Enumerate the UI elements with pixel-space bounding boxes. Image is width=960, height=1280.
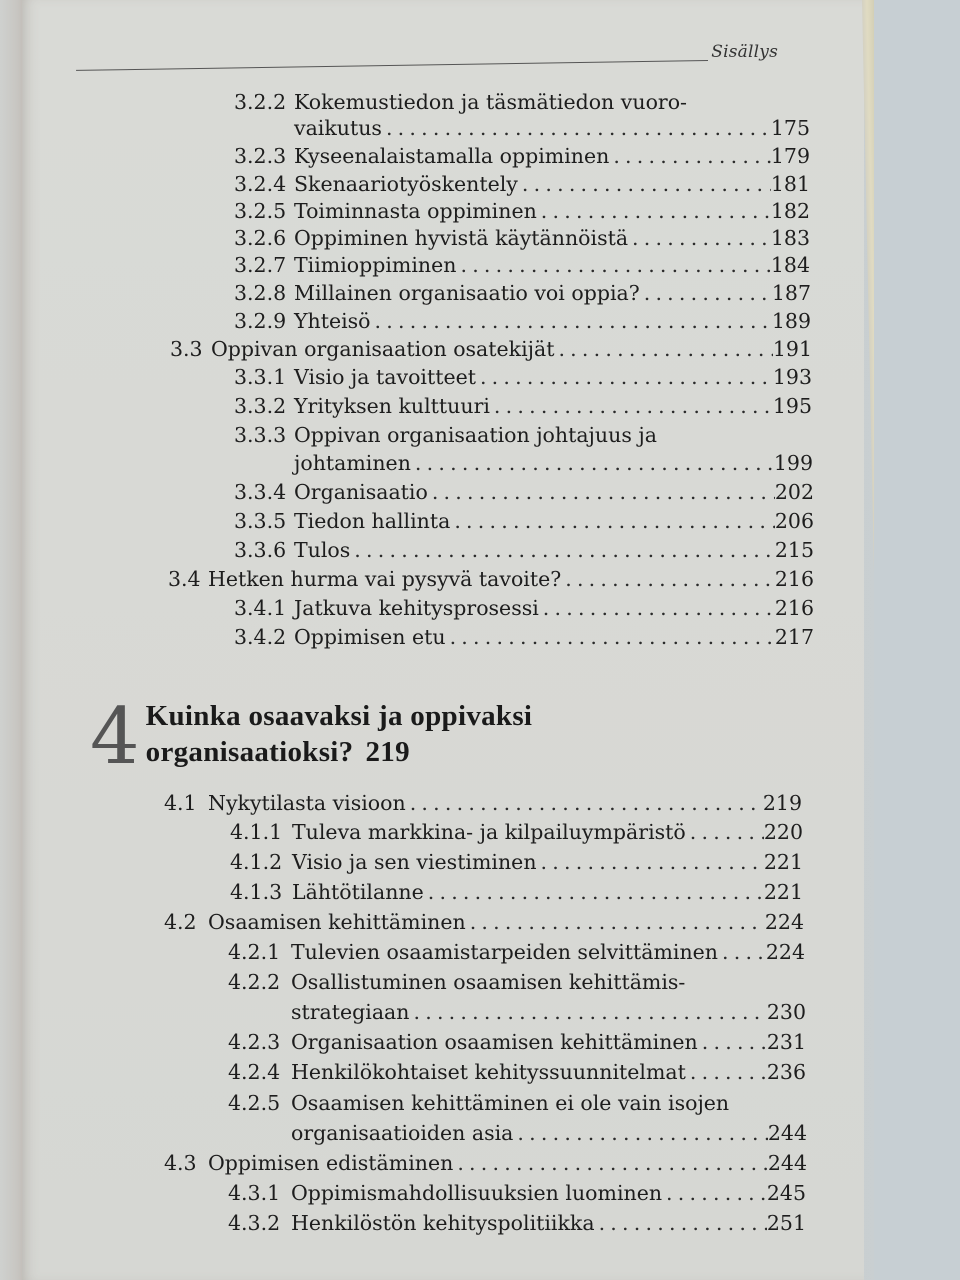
entry-page: 245 [766,1181,806,1205]
chapter-heading [90,692,533,782]
entry-number: 4.3.1 [228,1181,281,1205]
entry-title: Lähtötilanne [292,880,424,904]
entry-page: 221 [763,880,803,904]
entry-number: 4.1.2 [230,850,283,874]
dot-leader [686,1058,767,1086]
entry-title: Tiimioppiminen [294,253,457,277]
entry-number: 3.3.2 [234,394,287,418]
entry-number: 4.2.3 [228,1030,281,1054]
entry-number: 3.3.6 [234,538,287,562]
toc-entry [234,536,814,564]
toc-entry [234,251,810,279]
toc-entry [234,594,814,622]
entry-title: Tulos [294,538,351,562]
dot-leader [640,279,772,307]
toc-section-entry [170,335,812,363]
chapter-number: 4 [90,692,140,782]
entry-title: organisaatioiden asia [291,1121,514,1145]
entry-page: 224 [764,910,804,934]
entry-title: Oppimisen edistäminen [208,1151,454,1175]
dot-leader [466,908,765,936]
entry-page: 219 [762,791,802,815]
entry-page: 187 [771,281,811,305]
running-head: Sisällys [711,42,778,62]
entry-title: Toiminnasta oppiminen [294,199,537,223]
toc-entry [230,848,803,876]
dot-leader [406,789,763,817]
dot-leader [382,114,771,142]
entry-page: 216 [774,596,814,620]
entry-number: 4.2 [164,910,197,934]
toc-entry [234,279,811,307]
toc-entry [230,818,803,846]
entry-title: Oppivan organisaation johtajuus ja [294,423,657,447]
entry-number: 3.3 [170,337,203,361]
entry-page: 217 [774,625,814,649]
entry-title: Osallistuminen osaamisen kehittämis- [291,970,686,994]
entry-page: 251 [766,1211,806,1235]
entry-page: 182 [770,199,810,223]
toc-entry [230,878,803,906]
toc-section-entry [164,908,804,936]
entry-title: Tiedon hallinta [294,509,451,533]
entry-title: Kyseenalaistamalla oppiminen [294,144,610,168]
entry-page: 202 [774,480,814,504]
dot-leader [446,623,775,651]
entry-page: 175 [770,116,810,140]
dot-leader [537,197,771,225]
entry-title: Visio ja sen viestiminen [292,850,537,874]
toc-entry [234,392,812,420]
entry-number: 4.3 [164,1151,197,1175]
dot-leader [518,170,771,198]
entry-title: Hetken hurma vai pysyvä tavoite? [208,567,562,591]
entry-page: 215 [774,538,814,562]
entry-number: 4.2.4 [228,1060,281,1084]
toc-section-entry [164,1149,807,1177]
entry-page: 221 [763,850,803,874]
entry-page: 206 [774,509,814,533]
entry-title: Henkilökohtaiset kehityssuunnitelmat [291,1060,686,1084]
entry-title: Kokemustiedon ja täsmätiedon vuoro- [294,90,687,114]
entry-page: 193 [772,365,812,389]
entry-title: Jatkuva kehitysprosessi [294,596,539,620]
entry-number: 3.2.4 [234,172,287,196]
dot-leader [428,478,775,506]
entry-page: 244 [767,1121,807,1145]
entry-number: 4.3.2 [228,1211,281,1235]
entry-title: Oppimismahdollisuuksien luominen [291,1181,663,1205]
toc-entry [291,1119,807,1147]
entry-number: 3.3.5 [234,509,287,533]
entry-number: 4.2.2 [228,970,281,994]
dot-leader [350,536,775,564]
toc-entry [234,478,814,506]
entry-number: 3.3.3 [234,423,287,447]
toc-entry [234,170,810,198]
table-surface [874,0,960,1280]
toc-entry [228,1028,806,1056]
entry-number: 4.1.3 [230,880,283,904]
dot-leader [698,1028,767,1056]
entry-page: 231 [766,1030,806,1054]
toc-entry [228,1058,806,1086]
toc-entry [291,998,806,1026]
dot-leader [561,565,775,593]
toc-entry [234,88,794,116]
entry-page: 191 [772,337,812,361]
entry-page: 244 [767,1151,807,1175]
toc-entry [234,197,810,225]
dot-leader [450,507,775,535]
toc-entry [228,1089,806,1117]
toc-entry [234,224,810,252]
entry-number: 3.4.2 [234,625,287,649]
toc-entry [228,1209,806,1237]
entry-number: 3.2.7 [234,253,287,277]
entry-number: 3.2.6 [234,226,287,250]
dot-leader [411,449,774,477]
entry-title: Yrityksen kulttuuri [294,394,490,418]
entry-page: 179 [770,144,810,168]
chapter-title-text: organisaatioksi? [145,736,354,768]
toc-entry [234,307,811,335]
entry-number: 3.4 [168,567,201,591]
entry-title: johtaminen [294,451,411,475]
chapter-title-line-1: Kuinka osaavaksi ja oppivaksi [145,700,533,732]
entry-number: 3.3.1 [234,365,287,389]
entry-title: Millainen organisaatio voi oppia? [294,281,640,305]
dot-leader [686,818,764,846]
entry-number: 3.2.9 [234,309,287,333]
entry-page: 230 [766,1000,806,1024]
toc-entry [234,363,812,391]
entry-number: 4.2.1 [228,940,281,964]
toc-entry [234,623,814,651]
entry-page: 236 [766,1060,806,1084]
entry-title: Nykytilasta visioon [208,791,406,815]
entry-number: 3.3.4 [234,480,287,504]
dot-leader [595,1209,767,1237]
entry-number: 3.2.2 [234,90,287,114]
entry-number: 3.4.1 [234,596,287,620]
entry-title: vaikutus [294,116,382,140]
toc-entry [228,938,805,966]
entry-page: 195 [772,394,812,418]
dot-leader [628,224,771,252]
entry-number: 3.2.5 [234,199,287,223]
entry-page: 220 [763,820,803,844]
chapter-page: 219 [365,736,410,768]
entry-title: Organisaation osaamisen kehittäminen [291,1030,698,1054]
entry-page: 181 [770,172,810,196]
dot-leader [453,1149,768,1177]
dot-leader [371,307,772,335]
dot-leader [513,1119,767,1147]
dot-leader [537,848,764,876]
dot-leader [609,142,771,170]
entry-title: Tulevien osaamistarpeiden selvittäminen [291,940,718,964]
entry-title: strategiaan [291,1000,410,1024]
entry-number: 4.1 [164,791,197,815]
entry-title: Visio ja tavoitteet [294,365,476,389]
dot-leader [424,878,764,906]
entry-number: 4.1.1 [230,820,283,844]
entry-title: Organisaatio [294,480,428,504]
entry-number: 3.2.8 [234,281,287,305]
entry-title: Oppivan organisaation osatekijät [211,337,555,361]
entry-page: 189 [771,309,811,333]
entry-page: 183 [770,226,810,250]
entry-title: Osaamisen kehittäminen ei ole vain isojen [291,1091,730,1115]
entry-page: 224 [765,940,805,964]
dot-leader [662,1179,767,1207]
dot-leader [718,938,766,966]
entry-title: Osaamisen kehittäminen [208,910,466,934]
entry-number: 3.2.3 [234,144,287,168]
toc-entry [234,507,814,535]
entry-number: 4.2.5 [228,1091,281,1115]
dot-leader [554,335,772,363]
dot-leader [490,392,773,420]
entry-page: 184 [770,253,810,277]
toc-section-entry [168,565,814,593]
dot-leader [456,251,770,279]
entry-title: Yhteisö [294,309,371,333]
toc-entry [228,1179,806,1207]
entry-page: 199 [773,451,813,475]
toc-entry [294,114,810,142]
entry-title: Oppiminen hyvistä käytännöistä [294,226,629,250]
toc-entry [234,142,810,170]
toc-entry [294,449,813,477]
toc-entry [228,968,805,996]
chapter-title [146,698,533,770]
entry-title: Oppimisen etu [294,625,446,649]
entry-title: Skenaariotyöskentely [294,172,518,196]
entry-page: 216 [774,567,814,591]
entry-title: Tuleva markkina- ja kilpailuympäristö [292,820,686,844]
toc-entry [234,421,812,449]
entry-title: Henkilöstön kehityspolitiikka [291,1211,595,1235]
toc-section-entry [164,789,802,817]
dot-leader [409,998,766,1026]
dot-leader [539,594,775,622]
dot-leader [476,363,773,391]
chapter-title-line-2 [146,734,533,770]
